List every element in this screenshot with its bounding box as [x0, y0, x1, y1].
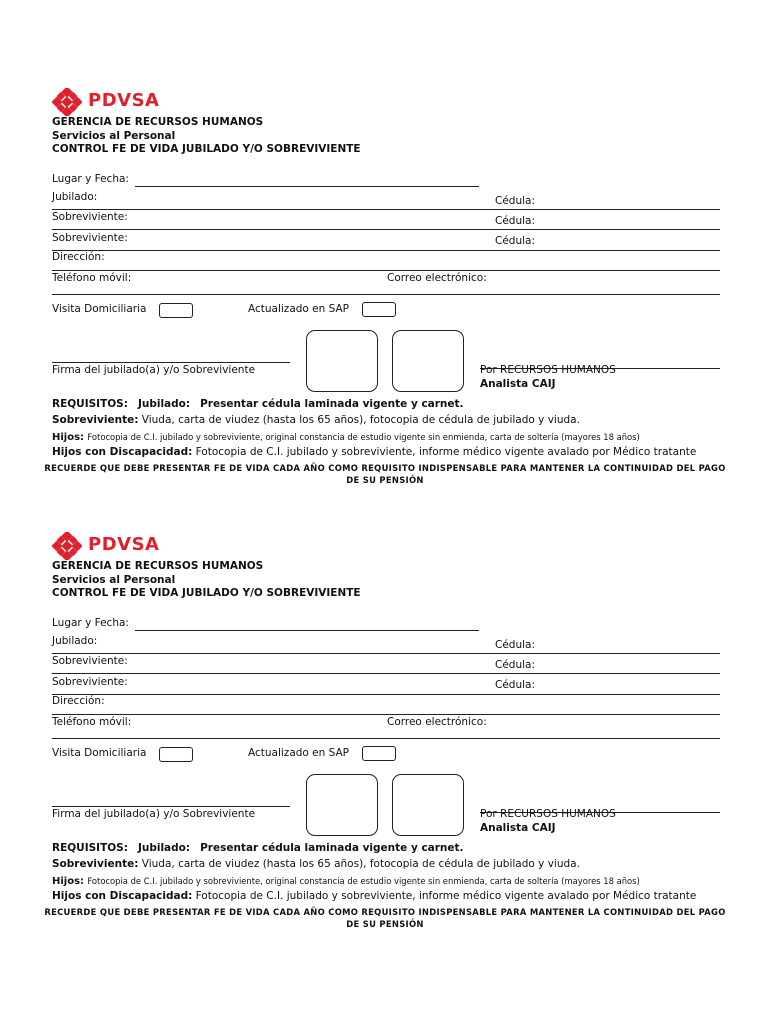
telefono-line[interactable] — [52, 738, 720, 739]
header-service: Servicios al Personal — [52, 574, 176, 586]
requisitos-jubilado-label: Jubilado: — [137, 842, 191, 854]
sap-label: Actualizado en SAP — [248, 303, 350, 315]
requisitos-jubilado-label: Jubilado: — [137, 398, 191, 410]
fingerprint-box[interactable] — [306, 330, 378, 392]
requisitos-discapacidad — [52, 446, 696, 458]
fe-de-vida-form — [0, 88, 768, 532]
requisitos-jubilado-text: Presentar cédula laminada vigente y carnet. — [200, 398, 464, 410]
sobreviviente-label: Sobreviviente: — [52, 211, 128, 223]
lugar-fecha-line[interactable] — [135, 186, 479, 187]
requisitos-discapacidad-text: Fotocopia de C.I. jubilado y sobreviviente, informe médico vigente avalado por Médico tratante — [195, 446, 697, 458]
telefono-label: Teléfono móvil: — [52, 272, 132, 284]
sap-checkbox[interactable] — [362, 302, 396, 317]
correo-label: Correo electrónico: — [387, 716, 487, 728]
header-department: GERENCIA DE RECURSOS HUMANOS — [52, 116, 264, 128]
cedula-label: Cédula: — [495, 235, 536, 247]
pdvsa-logo-icon — [52, 532, 82, 560]
visita-label: Visita Domiciliaria — [52, 747, 147, 759]
pension-notice: RECUERDE QUE DEBE PRESENTAR FE DE VIDA CADA AÑO COMO REQUISITO INDISPENSABLE PARA MANTENER LA CONTINUIDAD DEL PAGO DE SU PENSIÓN — [44, 907, 726, 929]
analista-label: Analista CAIJ — [480, 822, 556, 834]
telefono-label: Teléfono móvil: — [52, 716, 132, 728]
visita-label: Visita Domiciliaria — [52, 303, 147, 315]
requisitos-sobreviviente-text: Viuda, carta de viudez (hasta los 65 años), fotocopia de cédula de jubilado y viuda. — [141, 858, 580, 870]
firma-label: Firma del jubilado(a) y/o Sobreviviente — [52, 808, 256, 820]
header-department: GERENCIA DE RECURSOS HUMANOS — [52, 560, 264, 572]
requisitos-discapacidad — [52, 890, 696, 902]
fingerprint-box[interactable] — [392, 774, 464, 836]
fe-de-vida-form — [0, 532, 768, 976]
direccion-label: Dirección: — [52, 251, 105, 263]
requisitos-hijos — [52, 875, 640, 887]
requisitos-hijos-label: Hijos: — [52, 432, 85, 443]
sobreviviente-label: Sobreviviente: — [52, 655, 128, 667]
fingerprint-box[interactable] — [392, 330, 464, 392]
jubilado-line[interactable] — [52, 653, 720, 654]
requisitos-jubilado — [52, 842, 464, 854]
direccion-line[interactable] — [52, 270, 720, 271]
sobreviviente-line[interactable] — [52, 250, 720, 251]
requisitos-hijos — [52, 431, 640, 443]
lugar-fecha-line[interactable] — [135, 630, 479, 631]
requisitos-sobreviviente — [52, 414, 580, 426]
telefono-line[interactable] — [52, 294, 720, 295]
requisitos-discapacidad-label: Hijos con Discapacidad: — [52, 446, 193, 458]
cedula-label: Cédula: — [495, 215, 536, 227]
requisitos-discapacidad-text: Fotocopia de C.I. jubilado y sobreviviente, informe médico vigente avalado por Médico tratante — [195, 890, 697, 902]
requisitos-sobreviviente — [52, 858, 580, 870]
requisitos-heading: REQUISITOS: — [52, 398, 128, 410]
direccion-label: Dirección: — [52, 695, 105, 707]
firma-line[interactable] — [52, 806, 290, 807]
rrhh-label: Por RECURSOS HUMANOS — [480, 364, 616, 376]
requisitos-sobreviviente-label: Sobreviviente: — [52, 858, 139, 870]
requisitos-jubilado-text: Presentar cédula laminada vigente y carnet. — [200, 842, 464, 854]
visita-checkbox[interactable] — [159, 303, 193, 318]
requisitos-hijos-label: Hijos: — [52, 876, 85, 887]
requisitos-sobreviviente-label: Sobreviviente: — [52, 414, 139, 426]
logo-text: PDVSA — [88, 534, 160, 555]
firma-label: Firma del jubilado(a) y/o Sobreviviente — [52, 364, 256, 376]
visita-checkbox[interactable] — [159, 747, 193, 762]
requisitos-hijos-text: Fotocopia de C.I. jubilado y sobreviviente, original constancia de estudio vigente sin enmienda, carta de soltería (mayores 18 años) — [87, 876, 640, 886]
cedula-label: Cédula: — [495, 679, 536, 691]
requisitos-sobreviviente-text: Viuda, carta de viudez (hasta los 65 años), fotocopia de cédula de jubilado y viuda. — [141, 414, 580, 426]
lugar-fecha-label: Lugar y Fecha: — [52, 173, 129, 185]
sobreviviente-line[interactable] — [52, 673, 720, 674]
sap-checkbox[interactable] — [362, 746, 396, 761]
fingerprint-box[interactable] — [306, 774, 378, 836]
logo-text: PDVSA — [88, 90, 160, 111]
direccion-line[interactable] — [52, 714, 720, 715]
requisitos-hijos-text: Fotocopia de C.I. jubilado y sobreviviente, original constancia de estudio vigente sin enmienda, carta de soltería (mayores 18 años) — [87, 432, 640, 442]
lugar-fecha-label: Lugar y Fecha: — [52, 617, 129, 629]
cedula-label: Cédula: — [495, 639, 536, 651]
firma-line[interactable] — [52, 362, 290, 363]
requisitos-jubilado — [52, 398, 464, 410]
correo-label: Correo electrónico: — [387, 272, 487, 284]
analista-label: Analista CAIJ — [480, 378, 556, 390]
pension-notice: RECUERDE QUE DEBE PRESENTAR FE DE VIDA CADA AÑO COMO REQUISITO INDISPENSABLE PARA MANTENER LA CONTINUIDAD DEL PAGO DE SU PENSIÓN — [44, 463, 726, 485]
requisitos-heading: REQUISITOS: — [52, 842, 128, 854]
form-title: CONTROL FE DE VIDA JUBILADO Y/O SOBREVIVIENTE — [52, 143, 361, 155]
sobreviviente-line[interactable] — [52, 229, 720, 230]
cedula-label: Cédula: — [495, 195, 536, 207]
sobreviviente-line[interactable] — [52, 694, 720, 695]
cedula-label: Cédula: — [495, 659, 536, 671]
header-service: Servicios al Personal — [52, 130, 176, 142]
sap-label: Actualizado en SAP — [248, 747, 350, 759]
jubilado-label: Jubilado: — [52, 635, 98, 647]
sobreviviente-label: Sobreviviente: — [52, 232, 128, 244]
form-title: CONTROL FE DE VIDA JUBILADO Y/O SOBREVIVIENTE — [52, 587, 361, 599]
pdvsa-logo-icon — [52, 88, 82, 116]
requisitos-discapacidad-label: Hijos con Discapacidad: — [52, 890, 193, 902]
jubilado-label: Jubilado: — [52, 191, 98, 203]
rrhh-label: Por RECURSOS HUMANOS — [480, 808, 616, 820]
pdvsa-logo — [52, 532, 162, 560]
jubilado-line[interactable] — [52, 209, 720, 210]
pdvsa-logo — [52, 88, 162, 116]
sobreviviente-label: Sobreviviente: — [52, 676, 128, 688]
